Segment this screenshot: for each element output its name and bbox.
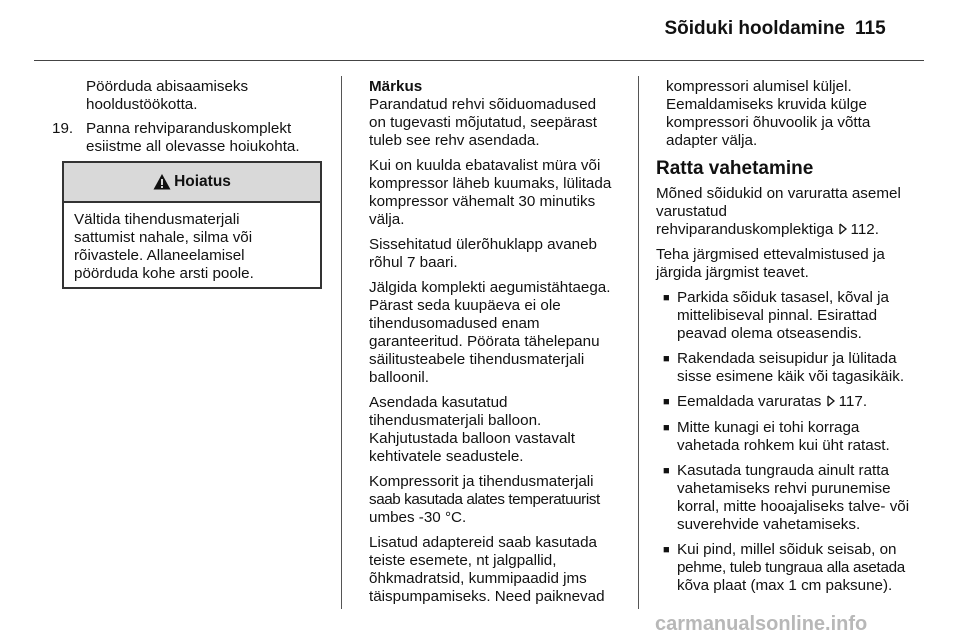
text-line: Kui on kuulda ebatavalist müra või (369, 157, 601, 174)
text-line: vahetamiseks rehvi purunemise (677, 480, 891, 497)
bullet-square-icon (656, 393, 677, 412)
paragraph (656, 246, 926, 282)
text-line: kompressor vähemalt 30 minutiks (369, 193, 596, 210)
list-item-text (677, 462, 926, 534)
section-title: Ratta vahetamine (656, 158, 814, 179)
text-line: Mitte kunagi ei tohi korraga (677, 419, 860, 436)
text-line: mittelibiseval pinnal. Esirattad (677, 307, 878, 324)
text-line: Parandatud rehvi sõiduomadused (369, 96, 597, 113)
text-line: Vältida tihendusmaterjali (74, 211, 240, 228)
text-line: esiistme all olevasse hoiukohta. (86, 138, 300, 155)
list-item (656, 462, 926, 534)
bullet-square-icon (656, 350, 677, 386)
warning-body (64, 203, 320, 283)
bullet-square-icon (656, 462, 677, 534)
text-line: Sissehitatud ülerõhuklapp avaneb (369, 236, 597, 253)
step-number: 19. (52, 120, 74, 137)
warning-header (64, 163, 320, 203)
text-line: kompressori õhuvoolik ja võtta (666, 114, 871, 131)
header-rule (34, 60, 924, 61)
paragraph (369, 394, 631, 466)
text-line: rõivastele. Allaneelamisel (74, 247, 245, 264)
text-line: kõva plaat (max 1 cm paksune). (677, 577, 893, 594)
text-line: Panna rehviparanduskomplekt (86, 120, 292, 137)
page-reference[interactable]: 112. (850, 221, 879, 238)
text-line: järgida järgmist teavet. (656, 264, 809, 281)
watermark: carmanualsonline.info (655, 613, 868, 635)
text-line: rõhul 7 baari. (369, 254, 458, 271)
text-line: täispumpamiseks. Need paiknevad (369, 588, 605, 605)
text-line: sattumist nahale, silma või (74, 229, 253, 246)
left-column (52, 78, 332, 163)
list-item (656, 350, 926, 386)
text-line: hooldustöökotta. (86, 96, 198, 113)
text-line: Mõned sõidukid on varuratta asemel (656, 185, 901, 202)
list-item (656, 393, 926, 412)
text-line: pöörduda kohe arsti poole. (74, 265, 254, 282)
text-line: peavad olema otseasendis. (677, 325, 862, 342)
text-line: säilitusteabele tihendusmaterjali (369, 351, 585, 368)
text-line: välja. (369, 211, 405, 228)
page-reference[interactable]: 117. (838, 393, 868, 410)
text-line: adapter välja. (666, 132, 758, 149)
page-reference-icon (826, 395, 836, 407)
list-item (656, 289, 926, 343)
text-line: umbes -30 °C. (369, 509, 467, 526)
text-line: Kasutada tungrauda ainult ratta (677, 462, 889, 479)
text-line: sisse esimene käik või tagasikäik. (677, 368, 905, 385)
text-line: Rakendada seisupidur ja lülitada (677, 350, 897, 367)
text-line: Teha järgmised ettevalmistused ja (656, 246, 885, 263)
step-text (86, 120, 332, 156)
text-line: vahetada rohkem kui üht ratast. (677, 437, 890, 454)
list-item (656, 419, 926, 455)
text-line: Eemaldada varuratas (677, 393, 822, 410)
text-line: rehviparanduskomplektiga (656, 221, 834, 238)
text-line: saab kasutada alates temperatuurist (369, 491, 600, 508)
continuation-text (52, 78, 332, 114)
note-paragraph (369, 78, 631, 150)
text-line: Kahjutustada balloon vastavalt (369, 430, 576, 447)
text-line: Pärast seda kuupäeva ei ole (369, 297, 561, 314)
list-item-text (677, 419, 926, 455)
column-divider-2 (638, 76, 639, 609)
list-item (656, 541, 926, 595)
text-line: kehtivatele seadustele. (369, 448, 524, 465)
paragraph (656, 185, 926, 239)
warning-title: Hoiatus (174, 173, 231, 190)
middle-column (369, 78, 631, 613)
text-line: Kui pind, millel sõiduk seisab, on (677, 541, 897, 558)
text-line: pehme, tuleb tungraua alla asetada (677, 559, 905, 576)
text-line: balloonil. (369, 369, 429, 386)
text-line: korral, mitte hooajaliseks talve- või (677, 498, 910, 515)
paragraph (369, 279, 631, 387)
text-line: suverehvide vahetamiseks. (677, 516, 861, 533)
header-title: Sõiduki hooldamine (664, 18, 845, 39)
text-line: kompressori alumisel küljel. (666, 78, 852, 95)
text-line: tihendusmaterjali balloon. (369, 412, 542, 429)
text-line: kompressor läheb kuumaks, lülitada (369, 175, 612, 192)
text-line: Pöörduda abisaamiseks (86, 78, 249, 95)
paragraph (369, 236, 631, 272)
text-line: Eemaldamiseks kruvida külge (666, 96, 867, 113)
list-item-text (677, 350, 926, 386)
right-column (656, 78, 926, 602)
text-line: Kompressorit ja tihendusmaterjali (369, 473, 594, 490)
text-line: Parkida sõiduk tasasel, kõval ja (677, 289, 889, 306)
text-line: tihendusomadused enam (369, 315, 540, 332)
warning-triangle-icon (153, 173, 171, 191)
list-item-text (677, 541, 926, 595)
paragraph (656, 78, 926, 150)
paragraph (369, 534, 631, 606)
text-line: on tugevasti mõjutatud, seepärast (369, 114, 597, 131)
bullet-square-icon (656, 419, 677, 455)
note-title: Märkus (369, 78, 423, 95)
bullet-square-icon (656, 289, 677, 343)
text-line: tuleb see rehv asendada. (369, 132, 540, 149)
text-line: Lisatud adaptereid saab kasutada (369, 534, 597, 551)
page-number: 115 (855, 18, 886, 39)
paragraph (369, 157, 631, 229)
text-line: teiste esemete, nt jalgpallid, (369, 552, 557, 569)
paragraph (369, 473, 631, 527)
list-item-text (677, 289, 926, 343)
list-item-text (677, 393, 926, 412)
text-line: varustatud (656, 203, 727, 220)
bullet-square-icon (656, 541, 677, 595)
text-line: õhkmadratsid, kummipaadid jms (369, 570, 587, 587)
column-divider-1 (341, 76, 342, 609)
text-line: Asendada kasutatud (369, 394, 508, 411)
step-19 (52, 120, 332, 156)
page-reference-icon (838, 223, 848, 235)
text-line: Jälgida komplekti aegumistähtaega. (369, 279, 611, 296)
warning-box (62, 161, 322, 289)
text-line: garanteeritud. Pöörata tähelepanu (369, 333, 600, 350)
